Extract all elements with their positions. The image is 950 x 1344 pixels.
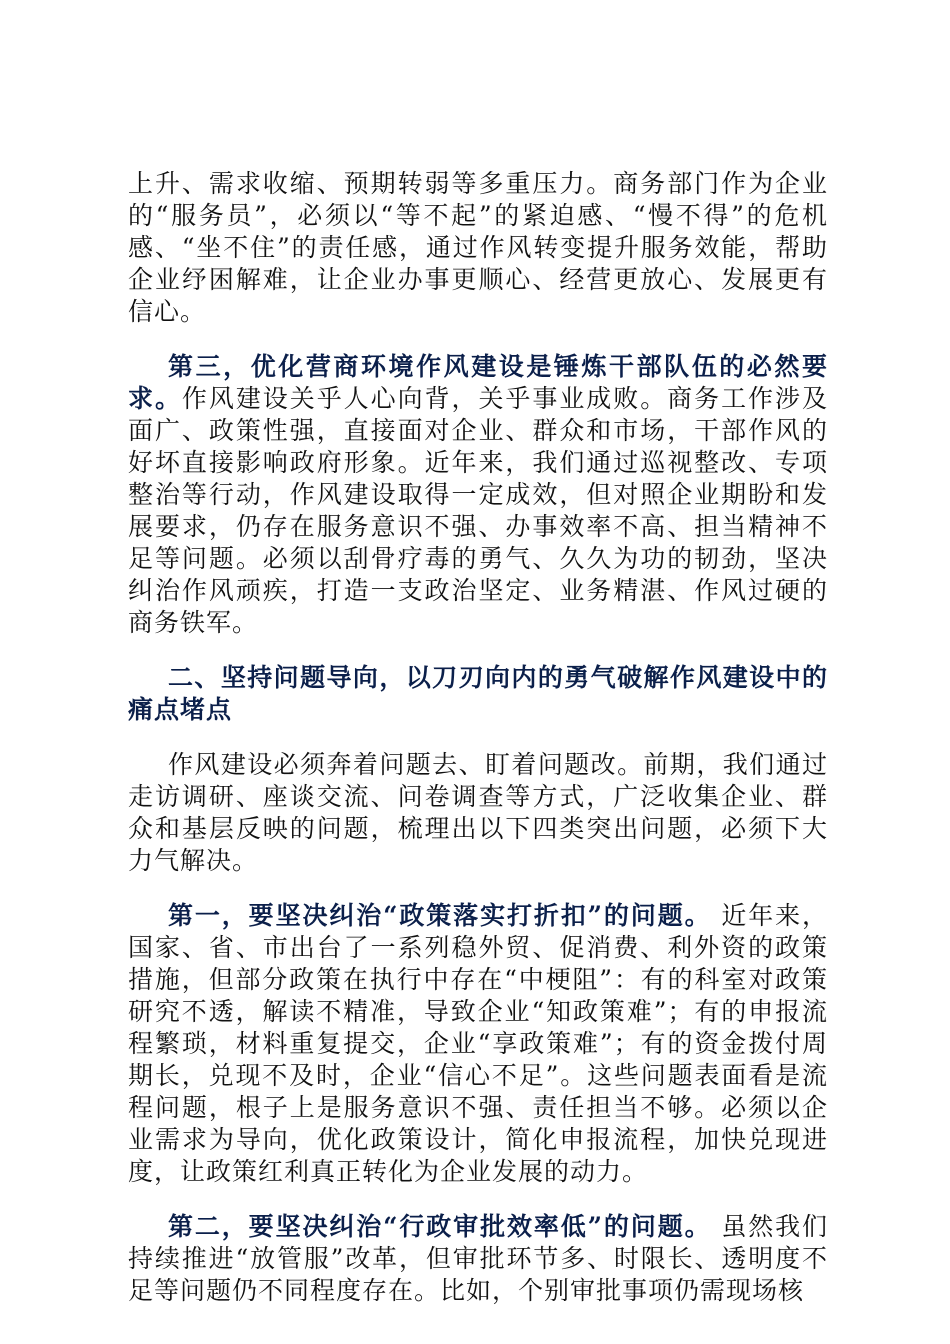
paragraph-intro: 作风建设必须奔着问题去、盯着问题改。前期，我们通过走访调研、座谈交流、问卷调查等方式，广泛收集企业、群众和基层反映的问题，梳理出以下四类突出问题，必须下大力气解决。 [128,750,828,875]
document-page [128,168,828,1330]
paragraph-third-point [128,351,828,639]
section-heading: 二、坚持问题导向，以刀刃向内的勇气破解作风建设中的痛点堵点 [128,663,828,724]
paragraph-second-problem [128,1211,828,1307]
paragraph-lead-bold: 第一，要坚决纠治“政策落实打折扣”的问题。 [168,901,712,930]
paragraph-lead-bold: 第三，优化营商环境作风建设是锤炼干部队伍的必然要求。 [128,352,828,413]
paragraph-continued: 上升、需求收缩、预期转弱等多重压力。商务部门作为企业的“服务员”，必须以“等不起”的紧迫感、“慢不得”的危机感、“坐不住”的责任感，通过作风转变提升服务效能，帮助企业纾困解难，让企业办事更顺心、经营更放心、发展更有信心。 [128,169,828,326]
paragraph-lead-bold: 第二，要坚决纠治“行政审批效率低”的问题。 [168,1212,712,1241]
paragraph-first-problem [128,900,828,1188]
paragraph-body: 作风建设关乎人心向背，关乎事业成败。商务工作涉及面广、政策性强，直接面对企业、群众和市场，干部作风的好坏直接影响政府形象。近年来，我们通过巡视整改、专项整治等行动，作风建设取得一定成效，但对照企业期盼和发展要求，仍存在服务意识不强、办事效率不高、担当精神不足等问题。必须以刮骨疗毒的勇气、久久为功的韧劲，坚决纠治作风顽疾，打造一支政治坚定、业务精湛、作风过硬的商务铁军。 [128,384,828,637]
paragraph-body: 近年来，国家、省、市出台了一系列稳外贸、促消费、利外资的政策措施，但部分政策在执行中存在“中梗阻”：有的科室对政策研究不透，解读不精准，导致企业“知政策难”；有的申报流程繁琐，材料重复提交，企业“享政策难”；有的资金拨付周期长，兑现不及时，企业“信心不足”。这些问题表面看是流程问题，根子上是服务意识不强、责任担当不够。必须以企业需求为导向，优化政策设计，简化申报流程，加快兑现进度，让政策红利真正转化为企业发展的动力。 [128,901,828,1186]
paragraph-body: 虽然我们持续推进“放管服”改革，但审批环节多、时限长、透明度不足等问题仍不同程度存在。比如，个别审批事项仍需现场核 [128,1212,828,1305]
